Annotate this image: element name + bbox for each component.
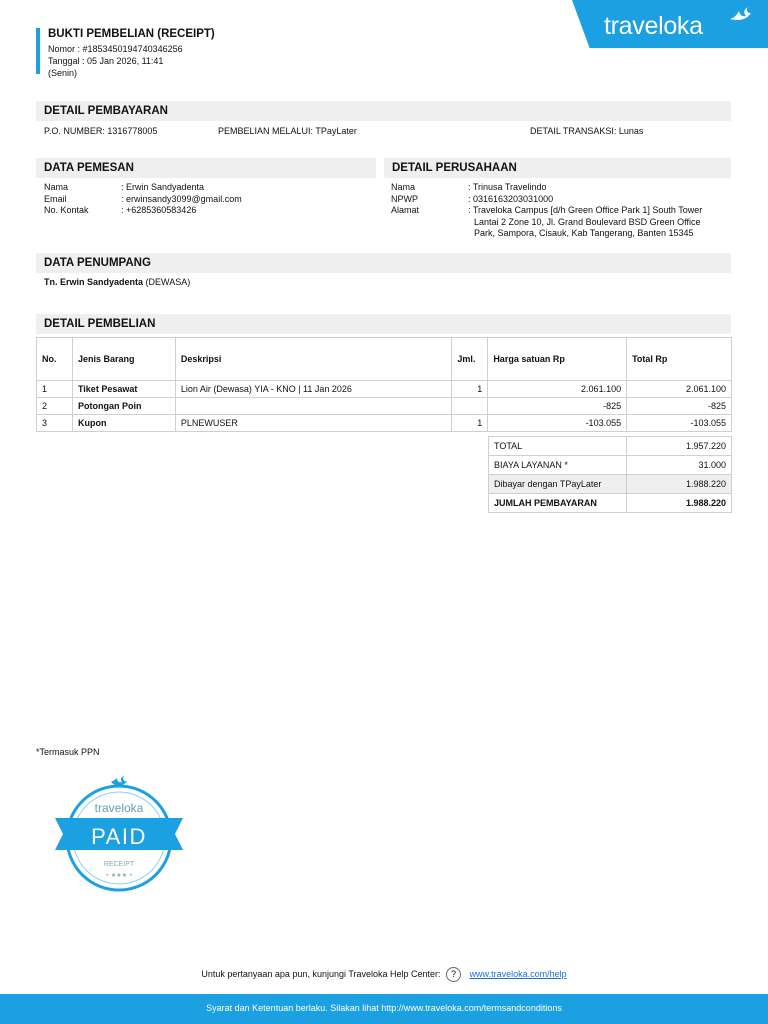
receipt-day: (Senin) (48, 68, 78, 78)
buyer-email: : erwinsandy3099@gmail.com (121, 193, 242, 204)
payment-heading: DETAIL PEMBAYARAN (44, 105, 168, 117)
bird-icon (728, 5, 752, 27)
paid-with-value: 1.988.220 (627, 475, 732, 494)
stamp-stars: • ★★★ • (105, 872, 133, 879)
row-no: 2 (37, 398, 73, 415)
row-qty: 1 (452, 381, 488, 398)
row-price: 2.061.100 (488, 381, 627, 398)
row-price: -825 (488, 398, 627, 415)
grand-total-value: 1.988.220 (627, 494, 732, 513)
stamp-status: PAID (91, 824, 147, 849)
col-item: Jenis Barang (72, 338, 175, 381)
paid-with-row (489, 475, 732, 494)
table-row (37, 398, 732, 415)
buyer-values (121, 182, 242, 217)
passenger-heading: DATA PENUMPANG (44, 257, 151, 269)
company-values (468, 182, 730, 240)
row-item: Potongan Poin (72, 398, 175, 415)
total-label: TOTAL (489, 437, 627, 456)
receipt-title: BUKTI PEMBELIAN (RECEIPT) (48, 28, 215, 40)
passenger-section-header (36, 253, 731, 273)
help-line (0, 967, 768, 982)
company-name-label: Nama (391, 182, 416, 192)
company-labels (391, 182, 419, 217)
passenger-type: (DEWASA) (145, 277, 191, 287)
buyer-section-header (36, 158, 376, 178)
company-address-line2: Lantai 2 Zone 10, Jl. Grand Boulevard BSD Green Office (474, 216, 701, 227)
stamp-sub: RECEIPT (103, 861, 135, 868)
row-qty: 1 (452, 415, 488, 432)
col-desc: Deskripsi (175, 338, 452, 381)
row-price: -103.055 (488, 415, 627, 432)
row-item: Tiket Pesawat (72, 381, 175, 398)
company-npwp-label: NPWP (391, 193, 418, 204)
row-no: 1 (37, 381, 73, 398)
buyer-name: : Erwin Sandyadenta (121, 182, 205, 192)
company-name: : Trinusa Travelindo (468, 182, 547, 192)
row-desc (175, 398, 452, 415)
purchase-table (36, 337, 732, 432)
help-icon: ? (446, 967, 461, 982)
receipt-date: Tanggal : 05 Jan 2026, 11:41 (48, 56, 164, 66)
row-total: 2.061.100 (627, 381, 732, 398)
buyer-name-label: Nama (44, 182, 69, 192)
company-address: : Traveloka Campus [d/h Green Office Park 1] South Tower (468, 205, 703, 215)
receipt-number: Nomor : #1853450194740346256 (48, 44, 183, 54)
paid-stamp (55, 776, 183, 892)
stamp-bird-icon (111, 776, 127, 786)
totals-table (488, 436, 732, 513)
traveloka-logo: traveloka (604, 12, 703, 40)
help-text: Untuk pertanyaan apa pun, kunjungi Traveloka Help Center: (201, 968, 441, 979)
payment-method: PEMBELIAN MELALUI: TPayLater (218, 126, 357, 136)
tax-note: *Termasuk PPN (36, 747, 100, 757)
help-link[interactable]: www.traveloka.com/help (469, 968, 567, 979)
purchase-section-header (36, 314, 731, 334)
buyer-contact: : +6285360583426 (121, 205, 197, 215)
service-fee-value: 31.000 (627, 456, 732, 475)
company-heading: DETAIL PERUSAHAAN (392, 162, 517, 174)
row-total: -103.055 (627, 415, 732, 432)
row-qty (452, 398, 488, 415)
grand-total-row (489, 494, 732, 513)
buyer-heading: DATA PEMESAN (44, 162, 134, 174)
paid-with-label: Dibayar dengan TPayLater (489, 475, 627, 494)
company-address-label: Alamat (391, 205, 420, 215)
table-header-row (37, 338, 732, 381)
row-item: Kupon (72, 415, 175, 432)
passenger-info (44, 277, 190, 289)
col-qty: Jml. (452, 338, 488, 381)
row-desc: Lion Air (Dewasa) YIA - KNO | 11 Jan 2026 (175, 381, 452, 398)
row-desc: PLNEWUSER (175, 415, 452, 432)
row-total: -825 (627, 398, 732, 415)
table-row (37, 415, 732, 432)
buyer-contact-label: No. Kontak (44, 205, 89, 215)
passenger-name: Tn. Erwin Sandyadenta (44, 277, 144, 287)
col-total: Total Rp (627, 338, 732, 381)
footer-terms: Syarat dan Ketentuan berlaku. Silakan lihat http://www.traveloka.com/termsandconditions (206, 1003, 562, 1013)
purchase-heading: DETAIL PEMBELIAN (44, 318, 156, 330)
stamp-brand: traveloka (94, 801, 144, 815)
col-price: Harga satuan Rp (488, 338, 627, 381)
payment-section-header (36, 101, 731, 121)
table-row (37, 381, 732, 398)
buyer-email-label: Email (44, 193, 67, 204)
total-row (489, 437, 732, 456)
footer-bar (0, 994, 768, 1024)
col-no: No. (37, 338, 73, 381)
company-address-line3: Park, Sampora, Cisauk, Kab Tangerang, Banten 15345 (474, 228, 694, 238)
po-number: P.O. NUMBER: 1316778005 (44, 126, 158, 136)
company-section-header (384, 158, 731, 178)
service-fee-label: BIAYA LAYANAN * (489, 456, 627, 475)
total-value: 1.957.220 (627, 437, 732, 456)
transaction-status: DETAIL TRANSAKSI: Lunas (530, 126, 644, 136)
accent-bar (36, 28, 40, 74)
service-fee-row (489, 456, 732, 475)
grand-total-label: JUMLAH PEMBAYARAN (489, 494, 627, 513)
company-npwp: : 0316163203031000 (468, 193, 554, 204)
buyer-labels (44, 182, 89, 217)
row-no: 3 (37, 415, 73, 432)
